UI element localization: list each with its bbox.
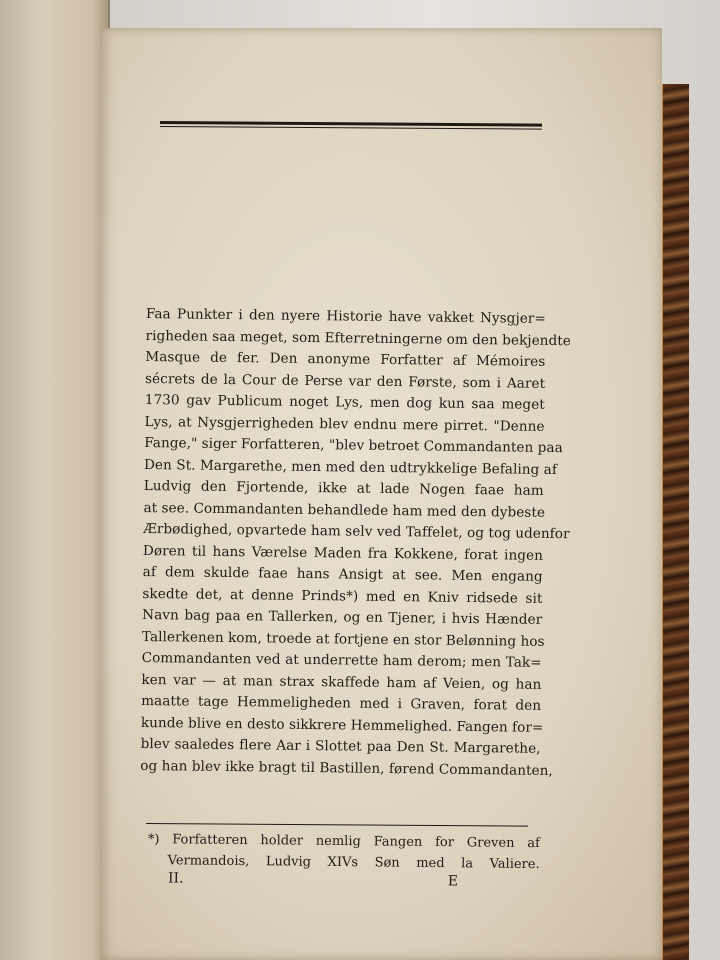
body-line: 1730 gav Publicum noget Lys, men dog kun saa meget	[144, 391, 545, 413]
body-line: kunde blive en desto sikkrere Hemmelighed. Fangen for=	[140, 714, 544, 736]
body-line: Døren til hans Værelse Maden fra Kokkene, forat ingen	[142, 542, 544, 564]
left-page-edge	[0, 0, 110, 960]
body-line: Masque de fer. Den anonyme Forfatter af Mémoires	[145, 348, 546, 370]
body-line: af dem skulde faae hans Ansigt at see. Men engang	[142, 563, 543, 585]
body-line: Ludvig den Fjortende, ikke at lade Nogen faae ham	[143, 477, 544, 499]
body-line: Faa Punkter i den nyere Historie have vakket Nysgjer=	[145, 305, 546, 327]
footnote-line: *) Forfatteren holder nemlig Fangen for Greven af	[147, 831, 540, 852]
body-line: Lys, at Nysgjerrigheden blev endnu mere pirret. "Denne	[144, 413, 545, 435]
body-line: righeden saa meget, som Efterretningerne om den bekjendte	[145, 327, 571, 349]
body-line: Ærbødighed, opvartede ham selv ved Taffelet, og tog udenfor	[143, 520, 570, 543]
body-text	[140, 304, 571, 782]
body-line: maatte tage Hemmeligheden med i Graven, forat den	[141, 692, 542, 714]
catchword: E	[447, 873, 459, 890]
body-line: ken var — at man strax skaffede ham af Veien, og han	[141, 671, 542, 693]
body-line: Tallerkenen kom, troede at fortjene en stor Belønning hos	[141, 628, 545, 650]
body-line: sécrets de la Cour de Perse var den Første, som i Aaret	[144, 370, 546, 392]
body-line: Den St. Margarethe, men med den udtrykkelige Befaling af	[143, 456, 558, 478]
body-line: Commandanten ved at underrette ham derom; men Tak=	[141, 649, 542, 671]
body-line: at see. Commandanten behandlede ham med den dybeste	[143, 499, 546, 521]
body-line: Navn bag paa en Tallerken, og en Tjener, i hvis Hænder	[142, 606, 543, 628]
footnote	[148, 829, 540, 875]
body-line: og han blev ikke bragt til Bastillen, førend Commandanten,	[140, 757, 553, 779]
book-cover-edge	[660, 84, 689, 960]
body-line: skedte det, at denne Prinds*) med en Kniv ridsede sit	[142, 585, 543, 607]
signature-mark: II.	[167, 870, 184, 887]
body-line: Fange," siger Forfatteren, "blev betroet Commandanten paa	[144, 434, 563, 457]
signature-row	[168, 870, 458, 889]
footnote-line: Vermandois, Ludvig XIVs Søn med la Valiere.	[167, 853, 540, 873]
body-line: blev saaledes flere Aar i Slottet paa Den St. Margarethe,	[140, 735, 541, 757]
